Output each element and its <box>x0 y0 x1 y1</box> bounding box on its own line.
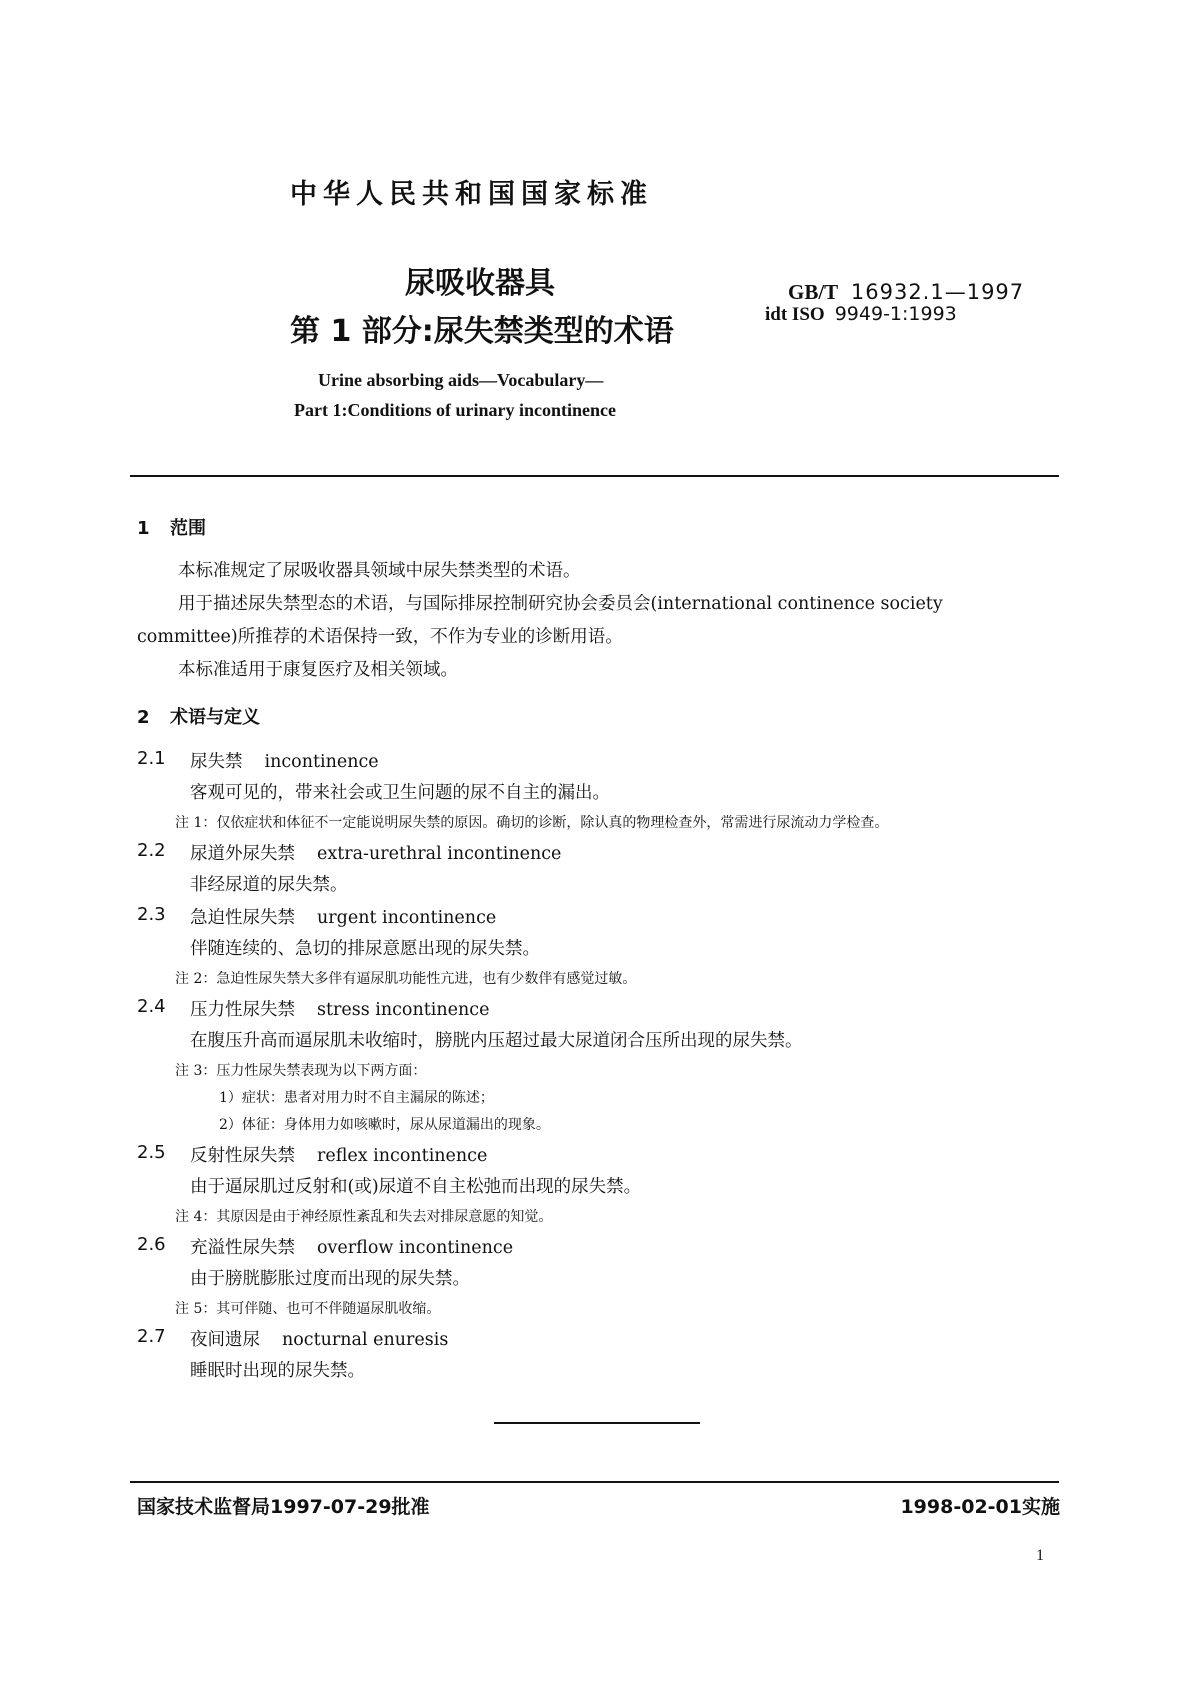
term-heading <box>190 840 561 865</box>
term-english: extra-urethral incontinence <box>317 844 562 864</box>
term-chinese: 尿道外尿失禁 <box>190 844 295 864</box>
section-1-paragraph-3: 本标准适用于康复医疗及相关领域。 <box>178 660 458 680</box>
english-title-line2: Part 1:Conditions of urinary incontinence <box>294 400 616 420</box>
term-english: incontinence <box>264 752 379 772</box>
term-chinese: 反射性尿失禁 <box>190 1146 295 1166</box>
page-number: 1 <box>1036 1547 1044 1564</box>
idt-prefix: idt ISO <box>765 304 825 325</box>
header-divider <box>130 475 1059 477</box>
note-1: 注 1：仅依症状和体征不一定能说明尿失禁的原因。确切的诊断，除认真的物理检查外，常需进行尿流动力学检查。 <box>175 815 889 831</box>
term-chinese: 压力性尿失禁 <box>190 1000 295 1020</box>
note-3-item-2: 2）体征：身体用力如咳嗽时，尿从尿道漏出的现象。 <box>219 1117 550 1133</box>
term-english: stress incontinence <box>317 1000 490 1020</box>
term-english: urgent incontinence <box>317 908 497 928</box>
idt-code <box>765 303 957 326</box>
section-1-number: 1 <box>137 518 150 539</box>
term-number: 2.2 <box>137 840 166 861</box>
note-3-item-1: 1）症状：患者对用力时不自主漏尿的陈述； <box>219 1090 494 1106</box>
term-heading <box>190 996 489 1021</box>
national-standard-heading: 中华人民共和国国家标准 <box>290 179 653 210</box>
implementation-date: 1998-02-01实施 <box>900 1496 1060 1518</box>
note-5: 注 5：其可伴随、也可不伴随逼尿肌收缩。 <box>175 1301 441 1317</box>
term-definition: 非经尿道的尿失禁。 <box>190 875 348 895</box>
term-number: 2.5 <box>137 1142 166 1163</box>
term-chinese: 急迫性尿失禁 <box>190 908 295 928</box>
term-english: nocturnal enuresis <box>282 1330 449 1350</box>
term-number: 2.3 <box>137 904 166 925</box>
term-definition: 睡眠时出现的尿失禁。 <box>190 1361 365 1381</box>
section-2-heading <box>137 703 260 729</box>
standard-code-prefix: GB/T <box>788 280 839 304</box>
term-definition: 由于膀胱膨胀过度而出现的尿失禁。 <box>190 1269 470 1289</box>
term-definition: 在腹压升高而逼尿肌未收缩时，膀胱内压超过最大尿道闭合压所出现的尿失禁。 <box>190 1031 803 1051</box>
standard-code <box>788 280 1024 305</box>
section-1-paragraph-2-line1: 用于描述尿失禁型态的术语，与国际排尿控制研究协会委员会(international continence society <box>178 594 943 614</box>
section-1-title: 范围 <box>170 518 206 539</box>
term-heading <box>190 748 379 773</box>
standard-title-line2: 第 1 部分:尿失禁类型的术语 <box>290 314 674 349</box>
term-chinese: 夜间遗尿 <box>190 1330 260 1350</box>
standard-title-line1: 尿吸收器具 <box>405 266 555 301</box>
idt-number: 9949-1:1993 <box>834 303 957 325</box>
note-2: 注 2：急迫性尿失禁大多伴有逼尿肌功能性亢进，也有少数伴有感觉过敏。 <box>175 971 637 987</box>
term-definition: 由于逼尿肌过反射和(或)尿道不自主松弛而出现的尿失禁。 <box>190 1177 642 1197</box>
term-heading <box>190 1234 513 1259</box>
term-number: 2.1 <box>137 748 166 769</box>
standard-code-number: 16932.1—1997 <box>850 280 1025 304</box>
term-number: 2.7 <box>137 1326 166 1347</box>
term-heading <box>190 904 496 929</box>
term-chinese: 尿失禁 <box>190 752 243 772</box>
term-english: reflex incontinence <box>317 1146 488 1166</box>
term-number: 2.4 <box>137 996 166 1017</box>
section-2-number: 2 <box>137 707 150 728</box>
term-number: 2.6 <box>137 1234 166 1255</box>
term-english: overflow incontinence <box>317 1238 514 1258</box>
term-heading <box>190 1142 487 1167</box>
term-chinese: 充溢性尿失禁 <box>190 1238 295 1258</box>
term-heading <box>190 1326 448 1351</box>
section-2-title: 术语与定义 <box>170 707 260 728</box>
term-definition: 客观可见的，带来社会或卫生问题的尿不自主的漏出。 <box>190 783 610 803</box>
end-of-text-divider <box>494 1422 700 1424</box>
note-3: 注 3：压力性尿失禁表现为以下两方面： <box>175 1063 427 1079</box>
section-1-paragraph-2-line2: committee)所推荐的术语保持一致，不作为专业的诊断用语。 <box>137 627 623 647</box>
section-1-heading <box>137 514 206 540</box>
english-title-line1: Urine absorbing aids—Vocabulary— <box>318 370 604 390</box>
footer-divider <box>130 1481 1059 1483</box>
note-4: 注 4：其原因是由于神经原性紊乱和失去对排尿意愿的知觉。 <box>175 1209 553 1225</box>
section-1-paragraph-1: 本标准规定了尿吸收器具领域中尿失禁类型的术语。 <box>178 561 581 581</box>
approval-date: 国家技术监督局1997-07-29批准 <box>137 1496 430 1518</box>
term-definition: 伴随连续的、急切的排尿意愿出现的尿失禁。 <box>190 939 540 959</box>
